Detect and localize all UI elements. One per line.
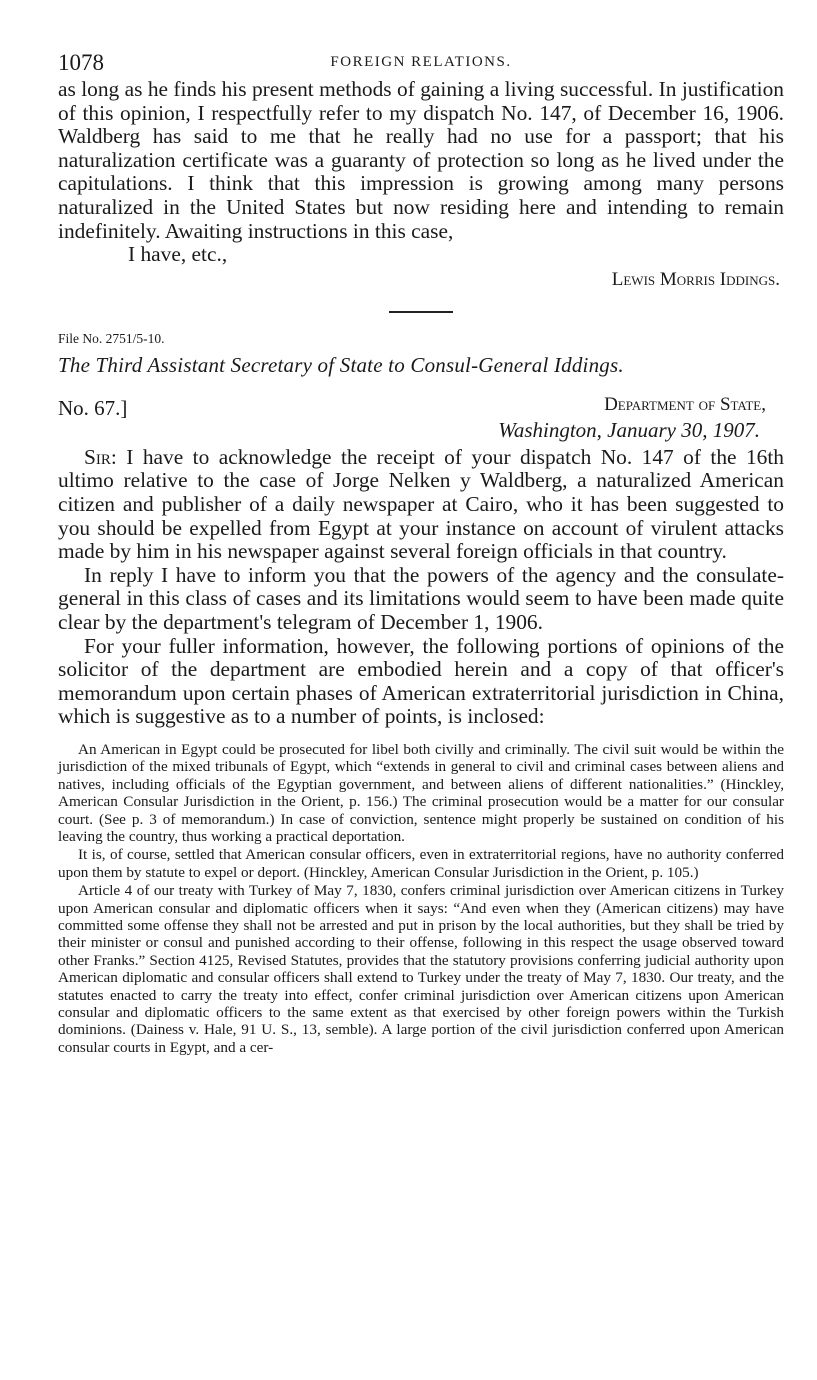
- closing-line: I have, etc.,: [128, 242, 228, 267]
- signature: Lewis Morris Iddings.: [611, 268, 780, 290]
- dateline: [58, 394, 784, 446]
- quoted-paragraph: Article 4 of our treaty with Turkey of May 7, 1830, confers criminal jurisdiction over American citizens in Turkey upon American consular and diplomatic officers when it says: “And even when they (American citizens) may have committed some offense they shall not be arrested and put in prison by the local authorities, but they shall be tried by their minister or consul and punished according to their offense, following in this respect the usage observed toward other Franks.” Section 4125, Revised Statutes, provides that the statutory provisions conferring judicial authority upon American diplomatic and consular officers shall extend to Turkey under the treaty of May 7, 1830. Our treaty, and the statutes enacted to carry the treaty into effect, confer criminal jurisdiction over American citizens upon American consular and diplomatic officers to the same extent as that exercised by other foreign powers within the Turkish dominions. (Dainess v. Hale, 91 U. S., 13, semble). A large portion of the civil jurisdiction conferred upon American consular courts in Egypt, and a cer-: [58, 882, 784, 1056]
- continuation-paragraph: as long as he finds his present methods of gaining a living successful. In justification of this opinion, I respectfully refer to my dispatch No. 147, of December 16, 1906. Waldberg has said to me that he really had no use for a passport; that his naturalization certificate was a guaranty of protection so long as he lived under the capitulations. I think that this impression is growing among many persons naturalized in the United States but now residing here and intending to remain indefinitely. Awaiting instructions in this case,: [58, 77, 784, 243]
- document-page: [58, 46, 784, 1056]
- page-header: [58, 46, 784, 76]
- salutation: Sir:: [84, 444, 117, 469]
- file-number: File No. 2751/5-10.: [58, 330, 165, 346]
- department-name: Department of State,: [604, 393, 766, 415]
- quoted-paragraph: An American in Egypt could be prosecuted for libel both civilly and criminally. The civil suit would be within the jurisdiction of the mixed tribunals of Egypt, which “extends in general to civil and criminal cases between aliens and natives, including officials of the Egyptian government, and between aliens of different nationalities.” (Hinckley, American Consular Jurisdiction in the Orient, p. 156.) The criminal prosecution would be a matter for our consular court. (See p. 3 of memorandum.) In case of conviction, sentence might properly be sustained on condition of his leaving the country, thus working a practical deportation.: [58, 740, 784, 845]
- place-and-date: Washington, January 30, 1907.: [498, 417, 760, 442]
- body-paragraph: [58, 446, 784, 564]
- running-title: FOREIGN RELATIONS.: [330, 54, 512, 70]
- quoted-paragraph: It is, of course, settled that American consular officers, even in extraterritorial regions, have no authority conferred upon them by statute to expel or deport. (Hinckley, American Consular Jurisdiction in the Orient, p. 105.): [58, 846, 784, 881]
- body-paragraph: For your fuller information, however, the following portions of opinions of the solicitor of the department are embodied herein and a copy of that officer's memorandum upon certain phases of American extraterritorial jurisdiction in China, which is suggestive as to a number of points, is inclosed:: [58, 633, 784, 729]
- page-number: 1078: [58, 50, 104, 75]
- body-paragraph-text: I have to acknowledge the receipt of your dispatch No. 147 of the 16th ultimo relative to the case of Jorge Nelken y Waldberg, a naturalized American citizen and publisher of a daily newspaper at Cairo, who it has been suggested to you should be expelled from Egypt at your instance on account of virulent attacks made by him in his newspaper against several foreign officials in that country.: [58, 444, 784, 564]
- document-number: No. 67.]: [58, 395, 128, 420]
- quoted-opinions: [58, 741, 784, 1056]
- section-divider: [389, 311, 453, 313]
- body-paragraph: In reply I have to inform you that the powers of the agency and the consulate-general in this class of cases and its limitations would seem to have been made quite clear by the department's telegram of December 1, 1906.: [58, 562, 784, 634]
- document-heading: The Third Assistant Secretary of State to Consul-General Iddings.: [58, 352, 624, 377]
